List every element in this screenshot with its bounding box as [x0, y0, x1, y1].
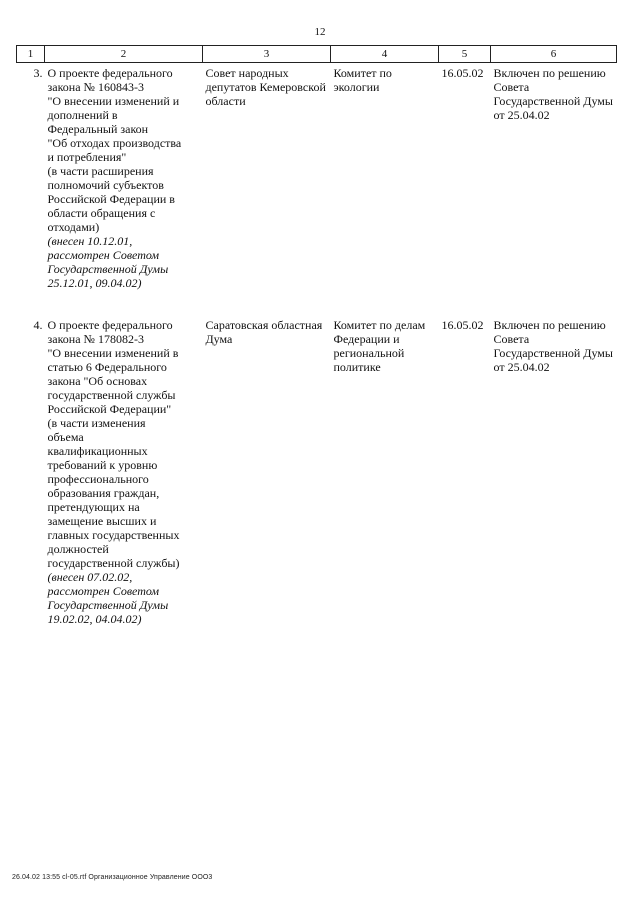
bill-title-line: О проекте федерального: [47, 66, 173, 80]
bill-note-line: рассмотрен Советом: [47, 584, 160, 598]
bill-note-line: 25.12.01, 09.04.02): [47, 276, 142, 290]
bill-title-line: замещение высших и: [47, 514, 157, 528]
bill-title-line: и потребления": [47, 150, 127, 164]
bill-note-line: 19.02.02, 04.04.02): [47, 612, 142, 626]
column-number: 4: [331, 46, 439, 63]
bill-note-line: (внесен 10.12.01,: [47, 234, 133, 248]
bill-title-line: "Об отходах производства: [47, 136, 182, 150]
bill-title-line: Федеральный закон: [47, 122, 149, 136]
initiator: Саратовская областная Дума: [205, 318, 323, 346]
bill-title-line: образования граждан,: [47, 486, 160, 500]
bill-title-line: профессионального: [47, 472, 149, 486]
column-number: 1: [17, 46, 45, 63]
bill-title-line: (в части изменения: [47, 416, 146, 430]
row-number: 3.: [33, 66, 43, 80]
bill-title-line: (в части расширения: [47, 164, 154, 178]
column-number: 3: [203, 46, 331, 63]
bill-description: [45, 314, 203, 626]
date: 16.05.02: [441, 318, 484, 332]
decision: Включен по решению Совета Государственной Думы от 25.04.02: [493, 66, 613, 122]
bill-title-line: квалификационных: [47, 444, 148, 458]
bill-title-line: закона "Об основах: [47, 374, 148, 388]
bill-title-line: О проекте федерального: [47, 318, 173, 332]
bill-title-line: "О внесении изменений в: [47, 346, 179, 360]
document-footer: 26.04.02 13:55 cl-05.rtf Организационное Управление ООО3: [12, 874, 213, 881]
decision: Включен по решению Совета Государственной Думы от 25.04.02: [493, 318, 613, 374]
table-row: [17, 314, 617, 626]
column-number-row: [17, 46, 617, 63]
bill-title-line: претендующих на: [47, 500, 140, 514]
bill-title-line: области обращения с: [47, 206, 156, 220]
column-number: 6: [491, 46, 617, 63]
row-number: 4.: [33, 318, 43, 332]
bill-title-line: должностей: [47, 542, 109, 556]
bill-title-line: государственной службы): [47, 556, 180, 570]
bill-note-line: (внесен 07.02.02,: [47, 570, 133, 584]
bill-title-line: государственной службы: [47, 388, 176, 402]
column-number: 2: [45, 46, 203, 63]
bill-title-line: объема: [47, 430, 84, 444]
bill-title-line: Российской Федерации": [47, 402, 172, 416]
bill-description: [45, 63, 203, 315]
date: 16.05.02: [441, 66, 484, 80]
bill-title-line: главных государственных: [47, 528, 180, 542]
bill-title-line: отходами): [47, 220, 100, 234]
bill-note-line: Государственной Думы: [47, 262, 169, 276]
bill-title-line: требований к уровню: [47, 458, 158, 472]
bill-title-line: "О внесении изменений и: [47, 94, 180, 108]
bill-title-line: статью 6 Федерального: [47, 360, 167, 374]
bill-title-line: закона № 178082-3: [47, 332, 144, 346]
column-number: 5: [439, 46, 491, 63]
page-number: 12: [314, 26, 326, 38]
bills-table: [16, 45, 617, 626]
bill-title-line: полномочий субъектов: [47, 178, 164, 192]
committee: Комитет по делам Федерации и региональной политике: [333, 318, 426, 374]
bill-note-line: рассмотрен Советом: [47, 248, 160, 262]
table-row: [17, 63, 617, 315]
initiator: Совет народных депутатов Кемеровской области: [205, 66, 326, 108]
bill-title-line: закона № 160843-3: [47, 80, 144, 94]
bill-title-line: дополнений в: [47, 108, 118, 122]
bill-title-line: Российской Федерации в: [47, 192, 175, 206]
committee: Комитет по экологии: [333, 66, 392, 94]
bill-note-line: Государственной Думы: [47, 598, 169, 612]
